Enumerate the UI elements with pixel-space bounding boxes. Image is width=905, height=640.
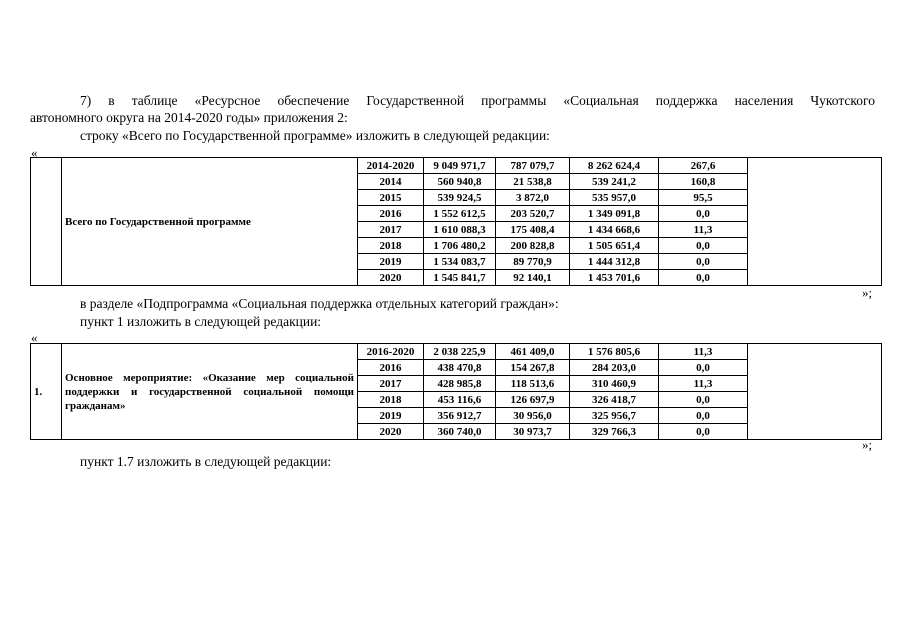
period-cell: 2020 [358, 424, 424, 440]
period-cell: 2017 [358, 376, 424, 392]
opening-quote-2: « [31, 330, 38, 345]
amount-cell: 1 576 805,6 [570, 344, 659, 360]
amount-cell: 535 957,0 [570, 190, 659, 206]
amount-cell: 1 706 480,2 [424, 238, 496, 254]
amount-cell: 95,5 [659, 190, 748, 206]
amount-cell: 89 770,9 [496, 254, 570, 270]
opening-quote-1: « [31, 145, 38, 160]
amount-cell: 428 985,8 [424, 376, 496, 392]
empty-cell [748, 158, 882, 286]
amount-cell: 310 460,9 [570, 376, 659, 392]
main-activity-table [30, 343, 882, 440]
amount-cell: 539 241,2 [570, 174, 659, 190]
paragraph-item-1-instruction: пункт 1 изложить в следующей редакции: [80, 314, 322, 329]
amount-cell: 0,0 [659, 392, 748, 408]
total-program-table [30, 157, 882, 286]
amount-cell: 325 956,7 [570, 408, 659, 424]
paragraph-7-line-2: автономного округа на 2014-2020 годы» приложения 2: [30, 110, 348, 125]
row-label-cell: Всего по Государственной программе [62, 158, 358, 286]
row-number-cell: 1. [31, 344, 62, 440]
amount-cell: 0,0 [659, 424, 748, 440]
amount-cell: 203 520,7 [496, 206, 570, 222]
amount-cell: 30 973,7 [496, 424, 570, 440]
amount-cell: 1 453 701,6 [570, 270, 659, 286]
amount-cell: 0,0 [659, 408, 748, 424]
amount-cell: 0,0 [659, 254, 748, 270]
amount-cell: 1 444 312,8 [570, 254, 659, 270]
amount-cell: 438 470,8 [424, 360, 496, 376]
amount-cell: 329 766,3 [570, 424, 659, 440]
period-cell: 2016-2020 [358, 344, 424, 360]
amount-cell: 560 940,8 [424, 174, 496, 190]
amount-cell: 0,0 [659, 206, 748, 222]
amount-cell: 267,6 [659, 158, 748, 174]
amount-cell: 787 079,7 [496, 158, 570, 174]
amount-cell: 175 408,4 [496, 222, 570, 238]
paragraph-total-row-instruction: строку «Всего по Государственной программе» изложить в следующей редакции: [80, 128, 550, 143]
period-cell: 2016 [358, 360, 424, 376]
period-cell: 2014 [358, 174, 424, 190]
amount-cell: 326 418,7 [570, 392, 659, 408]
amount-cell: 11,3 [659, 222, 748, 238]
amount-cell: 11,3 [659, 376, 748, 392]
period-cell: 2015 [358, 190, 424, 206]
table-row [31, 344, 882, 360]
amount-cell: 1 552 612,5 [424, 206, 496, 222]
amount-cell: 160,8 [659, 174, 748, 190]
amount-cell: 92 140,1 [496, 270, 570, 286]
amount-cell: 200 828,8 [496, 238, 570, 254]
period-cell: 2014-2020 [358, 158, 424, 174]
amount-cell: 360 740,0 [424, 424, 496, 440]
amount-cell: 1 610 088,3 [424, 222, 496, 238]
amount-cell: 1 349 091,8 [570, 206, 659, 222]
row-label-cell: Основное мероприятие: «Оказание мер социальной поддержки и государственной социальной помощи гражданам» [62, 344, 358, 440]
amount-cell: 539 924,5 [424, 190, 496, 206]
amount-cell: 453 116,6 [424, 392, 496, 408]
amount-cell: 118 513,6 [496, 376, 570, 392]
paragraph-subprogram-section: в разделе «Подпрограмма «Социальная поддержка отдельных категорий граждан»: [80, 296, 559, 311]
amount-cell: 461 409,0 [496, 344, 570, 360]
closing-quote-1: »; [862, 285, 873, 300]
period-cell: 2020 [358, 270, 424, 286]
amount-cell: 1 545 841,7 [424, 270, 496, 286]
amount-cell: 9 049 971,7 [424, 158, 496, 174]
paragraph-7-line-1: 7) в таблице «Ресурсное обеспечение Государственной программы «Социальная поддержка населения Чукотского [80, 93, 875, 108]
amount-cell: 2 038 225,9 [424, 344, 496, 360]
amount-cell: 0,0 [659, 270, 748, 286]
period-cell: 2019 [358, 254, 424, 270]
amount-cell: 3 872,0 [496, 190, 570, 206]
amount-cell: 11,3 [659, 344, 748, 360]
period-cell: 2016 [358, 206, 424, 222]
amount-cell: 1 534 083,7 [424, 254, 496, 270]
amount-cell: 154 267,8 [496, 360, 570, 376]
amount-cell: 356 912,7 [424, 408, 496, 424]
amount-cell: 1 434 668,6 [570, 222, 659, 238]
amount-cell: 284 203,0 [570, 360, 659, 376]
amount-cell: 8 262 624,4 [570, 158, 659, 174]
amount-cell: 21 538,8 [496, 174, 570, 190]
closing-quote-2: »; [862, 437, 873, 452]
period-cell: 2017 [358, 222, 424, 238]
amount-cell: 1 505 651,4 [570, 238, 659, 254]
amount-cell: 126 697,9 [496, 392, 570, 408]
amount-cell: 30 956,0 [496, 408, 570, 424]
table-row [31, 158, 882, 174]
period-cell: 2018 [358, 392, 424, 408]
period-cell: 2019 [358, 408, 424, 424]
row-number-cell [31, 158, 62, 286]
amount-cell: 0,0 [659, 238, 748, 254]
empty-cell [748, 344, 882, 440]
period-cell: 2018 [358, 238, 424, 254]
amount-cell: 0,0 [659, 360, 748, 376]
paragraph-item-1-7-instruction: пункт 1.7 изложить в следующей редакции: [80, 454, 332, 469]
